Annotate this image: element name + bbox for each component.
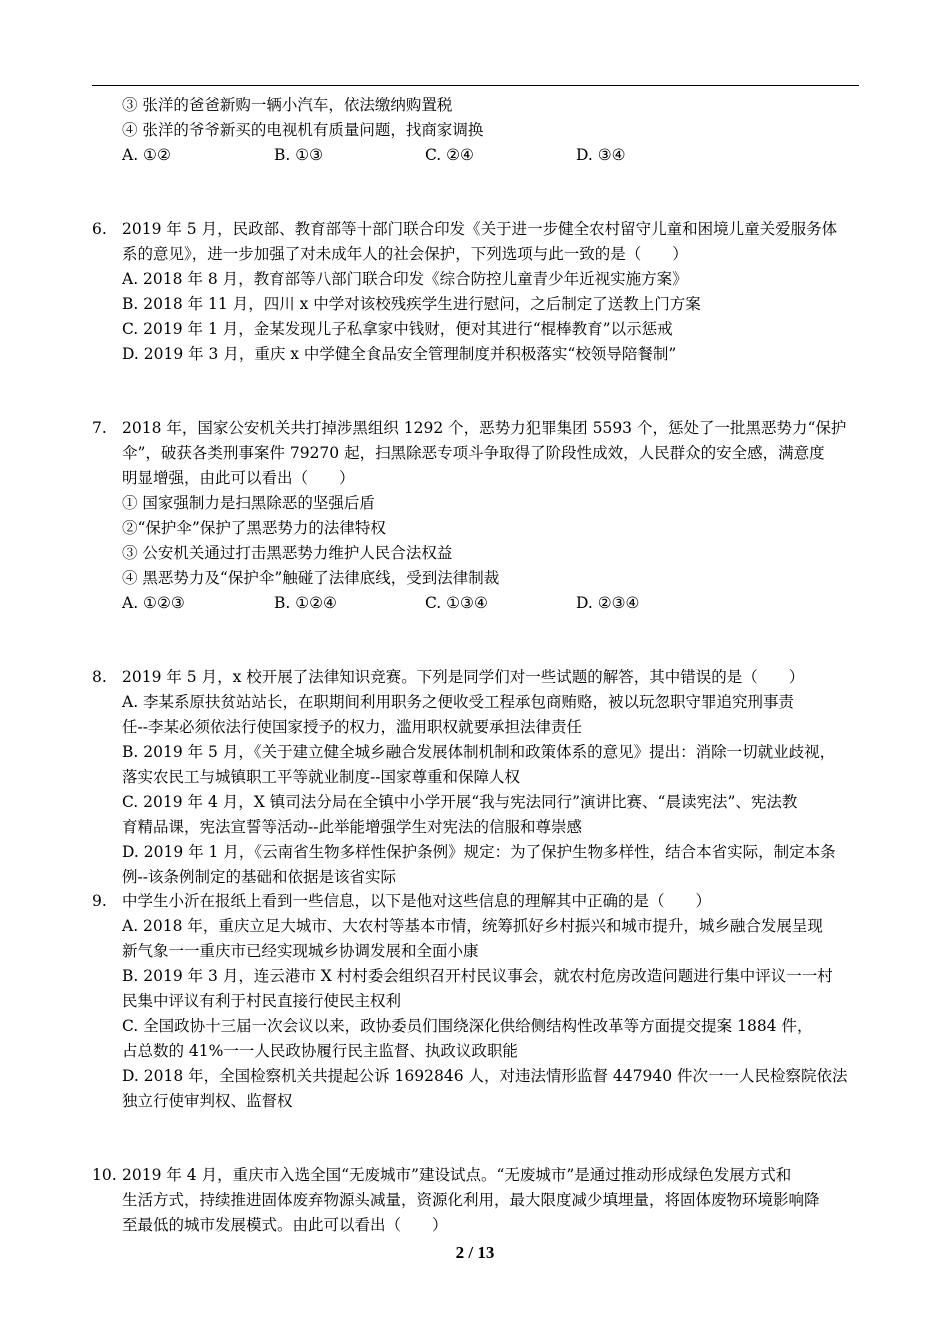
q10-stem-line-2: 生活方式，持续推进固体废弃物源头减量，资源化利用，最大限度减少填埋量，将固体废物环境影响降 — [122, 1191, 820, 1209]
q9-option-c-line-2: 占总数的 41%一一人民政协履行民主监督、执政议政职能 — [122, 1042, 518, 1060]
q8-option-a-line-1: A. 李某系原扶贫站站长，在职期间利用职务之便收受工程承包商贿赂，被以玩忽职守罪追究刑事责 — [122, 693, 795, 711]
q5-option-a: A. ①② — [122, 146, 171, 164]
q6-stem-line-2: 系的意见》，进一步加强了对未成年人的社会保护，下列选项与此一致的是（ ） — [122, 245, 688, 263]
q8-option-b-line-1: B. 2019 年 5 月，《关于建立健全城乡融合发展体制机制和政策体系的意见》提出：消除一切就业歧视， — [122, 743, 836, 761]
q6-number: 6. — [92, 220, 107, 238]
q6-option-b: B. 2018 年 11 月，四川 x 中学对该校残疾学生进行慰问，之后制定了送教上门方案 — [122, 295, 701, 313]
q5-option-d: D. ③④ — [576, 146, 626, 164]
q7-option-c: C. ①③④ — [425, 594, 488, 612]
q8-option-c-line-1: C. 2019 年 4 月，X 镇司法分局在全镇中小学开展“我与宪法同行”演讲比赛、“晨读宪法”、宪法教 — [122, 793, 798, 811]
q6-option-c: C. 2019 年 1 月，金某发现儿子私拿家中钱财，便对其进行“棍棒教育”以示惩戒 — [122, 320, 673, 338]
q9-option-a-line-2: 新气象一一重庆市已经实现城乡协调发展和全面小康 — [122, 942, 479, 960]
q7-option-a: A. ①②③ — [122, 594, 185, 612]
q9-option-d-line-2: 独立行使审判权、监督权 — [122, 1092, 293, 1110]
page-number: 2 / 13 — [455, 1243, 495, 1262]
q8-option-d-line-2: 例--该条例制定的基础和依据是该省实际 — [122, 868, 396, 886]
q7-statement-4: ④ 黑恶势力及“保护伞”触碰了法律底线，受到法律制裁 — [122, 569, 500, 587]
q7-statement-2: ②“保护伞”保护了黑恶势力的法律特权 — [122, 519, 386, 537]
q9-option-c-line-1: C. 全国政协十三届一次会议以来，政协委员们围绕深化供给侧结构性改革等方面提交提案 1884 件， — [122, 1017, 813, 1035]
q9-number: 9. — [92, 892, 107, 910]
q8-option-b-line-2: 落实农民工与城镇职工平等就业制度--国家尊重和保障人权 — [122, 768, 520, 786]
q5-statement-4: ④ 张洋的爷爷新买的电视机有质量问题，找商家调换 — [122, 121, 484, 139]
q6-option-d: D. 2019 年 3 月，重庆 x 中学健全食品安全管理制度并积极落实“校领导陪餐制” — [122, 345, 677, 363]
q8-option-d-line-1: D. 2019 年 1 月，《云南省生物多样性保护条例》规定：为了保护生物多样性，结合本省实际，制定本条 — [122, 843, 836, 861]
q6-stem-line-1: 2019 年 5 月，民政部、教育部等十部门联合印发《关于进一步健全农村留守儿童和困境儿童关爱服务体 — [122, 220, 838, 238]
q9-option-b-line-1: B. 2019 年 3 月，连云港市 X 村村委会组织召开村民议事会，就农村危房改造问题进行集中评议一一村 — [122, 967, 833, 985]
q7-stem-line-3: 明显增强，由此可以看出（ ） — [122, 469, 355, 487]
q9-stem-line-1: 中学生小沂在报纸上看到一些信息，以下是他对这些信息的理解其中正确的是（ ） — [122, 892, 712, 910]
q8-number: 8. — [92, 668, 107, 686]
q9-option-a-line-1: A. 2018 年，重庆立足大城市、大农村等基本市情，统筹抓好乡村振兴和城市提升，城乡融合发展呈现 — [122, 917, 823, 935]
q7-option-d: D. ②③④ — [576, 594, 640, 612]
q7-stem-line-1: 2018 年，国家公安机关共打掉涉黑组织 1292 个，恶势力犯罪集团 5593 个，惩处了一批黑恶势力“保护 — [122, 419, 847, 437]
q8-option-a-line-2: 任--李某必须依法行使国家授予的权力，滥用职权就要承担法律责任 — [122, 718, 582, 736]
q7-option-b: B. ①②④ — [274, 594, 337, 612]
q7-number: 7. — [92, 419, 107, 437]
q5-option-c: C. ②④ — [425, 146, 474, 164]
q5-option-b: B. ①③ — [274, 146, 324, 164]
q5-statement-3: ③ 张洋的爸爸新购一辆小汽车，依法缴纳购置税 — [122, 96, 453, 114]
q8-option-c-line-2: 育精品课，宪法宣誓等活动--此举能增强学生对宪法的信服和尊崇感 — [122, 818, 582, 836]
q10-stem-line-3: 至最低的城市发展模式。由此可以看出（ ） — [122, 1216, 448, 1234]
q10-number: 10. — [92, 1166, 117, 1184]
q7-statement-1: ① 国家强制力是扫黑除恶的坚强后盾 — [122, 494, 375, 512]
q9-option-d-line-1: D. 2018 年，全国检察机关共提起公诉 1692846 人，对违法情形监督 447940 件次一一人民检察院依法 — [122, 1067, 848, 1085]
q6-option-a: A. 2018 年 8 月，教育部等八部门联合印发《综合防控儿童青少年近视实施方案》 — [122, 270, 688, 288]
header-rule — [92, 85, 859, 86]
q7-stem-line-2: 伞”，破获各类刑事案件 79270 起，扫黑除恶专项斗争取得了阶段性成效，人民群众的安全感，满意度 — [122, 444, 825, 462]
q8-stem-line-1: 2019 年 5 月，x 校开展了法律知识竞赛。下列是同学们对一些试题的解答，其中错误的是（ ） — [122, 668, 805, 686]
q7-statement-3: ③ 公安机关通过打击黑恶势力维护人民合法权益 — [122, 544, 453, 562]
q9-option-b-line-2: 民集中评议有利于村民直接行使民主权利 — [122, 992, 402, 1010]
q10-stem-line-1: 2019 年 4 月，重庆市入选全国“无废城市”建设试点。“无废城市”是通过推动形成绿色发展方式和 — [122, 1166, 792, 1184]
